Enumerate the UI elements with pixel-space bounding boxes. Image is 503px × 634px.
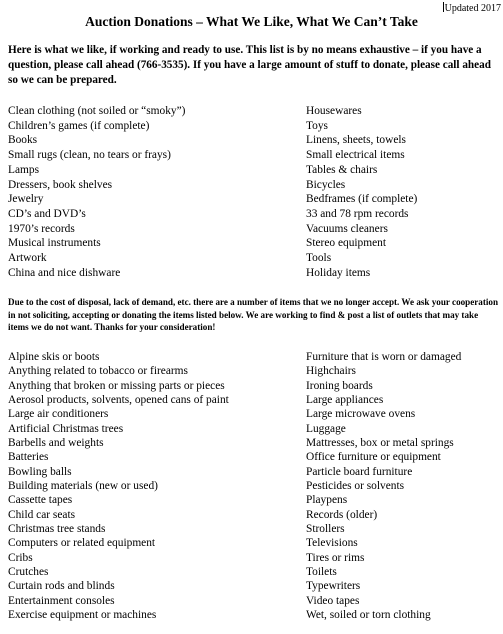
page-title: Auction Donations – What We Like, What We Can’t Take [85,14,418,29]
accepted-item: Bedframes (if complete) [306,193,418,206]
not-accepted-item: Typewriters [306,580,361,593]
not-accepted-item: Toilets [306,565,337,578]
not-accepted-list-right [306,350,501,622]
accepted-item: Linens, sheets, towels [306,134,406,147]
accepted-item: Tables & chairs [306,163,378,176]
accepted-item: Lamps [8,163,40,176]
not-accepted-item: Luggage [306,422,346,435]
not-accepted-item: Pesticides or solvents [306,479,405,492]
not-accepted-item: Furniture that is worn or damaged [306,351,462,363]
not-accepted-item: Particle board furniture [306,465,413,478]
not-accepted-item: Large appliances [306,393,384,406]
accepted-item: Dressers, book shelves [8,178,113,191]
not-accepted-item: Cribs [8,551,33,564]
not-accepted-item: Entertainment consoles [8,594,115,607]
not-accepted-item: Crutches [8,565,49,578]
not-accepted-item: Anything that broken or missing parts or pieces [8,379,225,392]
accepted-item: Holiday items [306,266,371,279]
not-accepted-item: Barbells and weights [8,436,104,449]
not-accepted-item: Aerosol products, solvents, opened cans of paint [8,393,229,406]
not-accepted-item: Cassette tapes [8,494,73,507]
accepted-item: Artwork [8,252,47,265]
not-accepted-item: Office furniture or equipment [306,451,441,464]
not-accepted-item: Strollers [306,522,345,535]
not-accepted-item: Playpens [306,494,348,507]
accepted-item: CD’s and DVD’s [8,207,86,220]
accepted-item: Stereo equipment [306,237,387,250]
not-accepted-item: Alpine skis or boots [8,351,100,363]
accepted-item: 33 and 78 rpm records [306,207,409,220]
cursor-bar [443,2,444,12]
accepted-item: China and nice dishware [8,266,121,279]
accepted-item: Children’s games (if complete) [8,119,150,132]
accepted-item: Small rugs (clean, no tears or frays) [8,149,171,162]
accepted-item: Tools [306,252,332,265]
not-accepted-item: Tires or rims [306,551,365,564]
not-accepted-item: Anything related to tobacco or firearms [8,365,188,378]
notice-paragraph: Due to the cost of disposal, lack of demand, etc. there are a number of items that we no longer accept. We ask your cooperation in not soliciting, accepting or donating the items listed below. We are working to find & post a list of outlets that may take items we do not want. Thanks for your consideration! [8,297,499,332]
accepted-item: 1970’s records [8,222,75,235]
not-accepted-list-left [8,350,298,622]
accepted-item: Small electrical items [306,149,405,162]
not-accepted-item: Computers or related equipment [8,537,156,550]
not-accepted-item: Large microwave ovens [306,408,416,421]
not-accepted-item: Highchairs [306,365,356,378]
not-accepted-item: Records (older) [306,508,378,521]
not-accepted-item: Ironing boards [306,379,373,392]
accepted-item: Books [8,134,38,147]
accepted-item: Musical instruments [8,237,101,250]
accepted-item: Clean clothing (not soiled or “smoky”) [8,105,186,117]
not-accepted-item: Bowling balls [8,465,72,478]
accepted-item: Vacuums cleaners [306,222,388,235]
accepted-list-right [306,104,501,280]
updated-note [443,2,501,14]
not-accepted-item: Exercise equipment or machines [8,608,157,621]
not-accepted-item: Building materials (new or used) [8,479,158,492]
updated-text: Updated 2017 [444,3,501,14]
not-accepted-item: Batteries [8,451,49,464]
accepted-item: Jewelry [8,193,44,206]
not-accepted-item: Child car seats [8,508,76,521]
intro-paragraph: Here is what we like, if working and ready to use. This list is by no means exhaustive – if you have a question, please call ahead (766-3535). If you have a large amount of stuff to donate, please call ahead so we can be prepared. [8,44,491,86]
not-accepted-item: Large air conditioners [8,408,109,421]
not-accepted-item: Artificial Christmas trees [8,422,124,435]
accepted-item: Toys [306,119,328,132]
accepted-item: Bicycles [306,178,346,191]
not-accepted-item: Mattresses, box or metal springs [306,436,454,449]
not-accepted-item: Curtain rods and blinds [8,580,115,593]
not-accepted-item: Televisions [306,537,358,550]
not-accepted-item: Wet, soiled or torn clothing [306,608,431,621]
accepted-list-left [8,104,298,280]
accepted-item: Housewares [306,105,362,117]
not-accepted-item: Christmas tree stands [8,522,106,535]
not-accepted-item: Video tapes [306,594,360,607]
